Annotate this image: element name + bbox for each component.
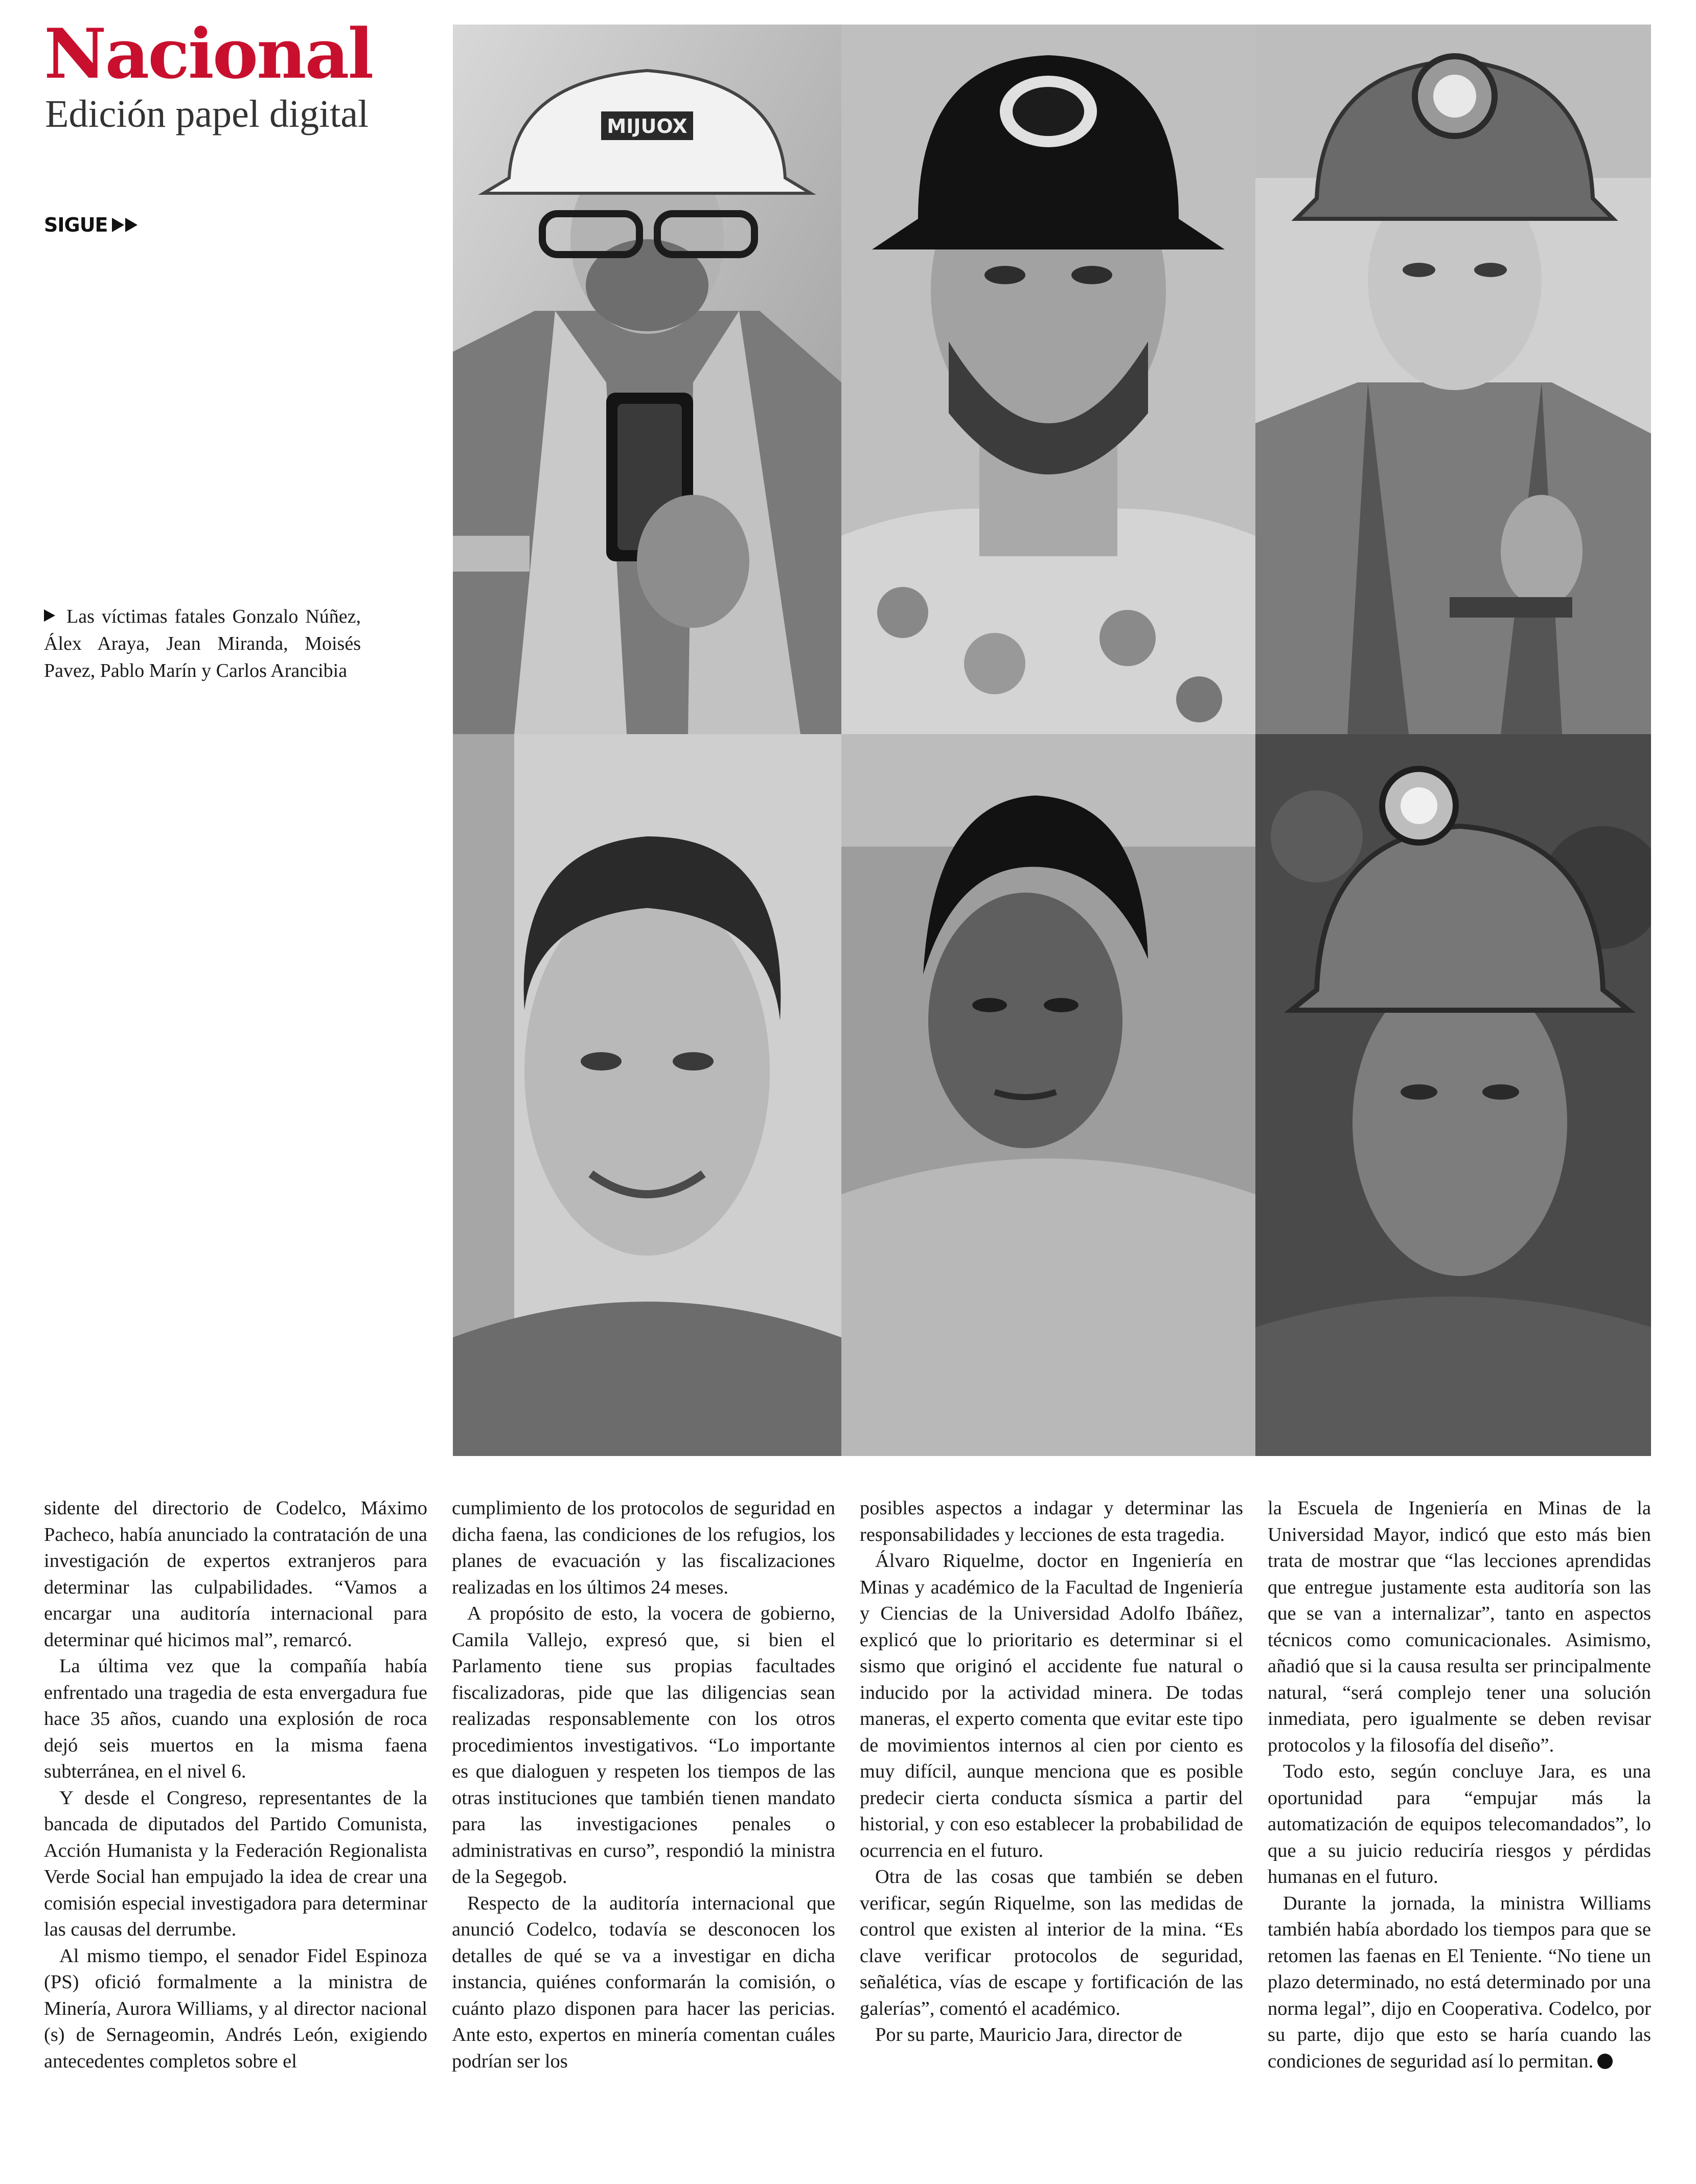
article-body	[44, 1495, 1652, 2175]
paragraph-text: Por su parte, Mauricio Jara, director de	[875, 2024, 1182, 2045]
victim-photo-2	[841, 25, 1255, 734]
article-paragraph	[452, 1495, 835, 1601]
article-paragraph	[452, 1891, 835, 2075]
victim-photo-4	[453, 734, 841, 1456]
section-subtitle: Edición papel digital	[45, 93, 369, 135]
paragraph-text: Durante la jornada, la ministra Williams también había abordado los tiempos para que se retomen las faenas en El Teniente. “No tiene un plazo determinado, no está determinado por una norma legal”, dijo en Cooperativa. Codelco, por su parte, dijo que esto se haría cuando las condiciones de seguridad así lo permitan.	[1268, 1892, 1651, 2072]
article-paragraph	[860, 1548, 1243, 1864]
paragraph-text: sidente del directorio de Codelco, Máximo Pacheco, había anunciado la contratación de una investigación de expertos extranjeros para determinar las culpabilidades. “Vamos a encargar una auditoría internacional para determinar qué hicimos mal”, remarcó.	[44, 1497, 427, 1651]
paragraph-text: Todo esto, según concluye Jara, es una oportunidad para “empujar más la automatización de equipos telecomandados”, lo que a su juicio reduciría riesgos y pérdidas humanas en el futuro.	[1268, 1761, 1651, 1887]
article-column-3	[860, 1495, 1243, 2175]
victim-photo-3	[1255, 25, 1651, 734]
paragraph-text: la Escuela de Ingeniería en Minas de la Universidad Mayor, indicó que esto más bien trata de mostrar que “las lecciones aprendidas que entregue justamente esta auditoría son las que se van a internalizar”, tanto en aspectos técnicos como comunicacionales. Asimismo, añadió que si la causa resulta ser principalmente natural, “será complejo tener una solución inmediata, pero igualmente se deben revisar protocolos y la filosofía del diseño”.	[1268, 1497, 1651, 1756]
article-column-2	[452, 1495, 835, 2175]
paragraph-text: cumplimiento de los protocolos de seguridad en dicha faena, las condiciones de los refugios, los planes de evacuación y las fiscalizaciones realizadas en los últimos 24 meses.	[452, 1497, 835, 1598]
article-paragraph	[860, 1864, 1243, 2022]
paragraph-text: A propósito de esto, la vocera de gobierno, Camila Vallejo, expresó que, si bien el Parlamento tiene sus propias facultades fiscalizadoras, pide que las diligencias sean realizadas responsablemente con los otros procedimientos investigativos. “Lo importante es que dialoguen y respeten los tiempos de las otras instituciones que también tienen mandato para las investigaciones penales o administrativas en curso”, respondió la ministra de la Segegob.	[452, 1603, 835, 1887]
sigue-label: SIGUE	[44, 214, 108, 236]
article-paragraph	[1268, 1495, 1651, 1759]
article-paragraph	[44, 1653, 427, 1785]
photo-caption	[44, 603, 361, 685]
paragraph-text: La última vez que la compañía había enfrentado una tragedia de esta envergadura fue hace 35 años, cuando una explosión de roca dejó seis muertos en la misma faena subterránea, en el nivel 6.	[44, 1655, 427, 1782]
paragraph-text: posibles aspectos a indagar y determinar las responsabilidades y lecciones de esta tragedia.	[860, 1497, 1243, 1545]
victim-photo-5	[841, 734, 1255, 1456]
article-paragraph	[1268, 1891, 1651, 2075]
double-arrow-icon	[112, 218, 137, 232]
paragraph-text: Y desde el Congreso, representantes de la bancada de diputados del Partido Comunista, Acción Humanista y la Federación Regionalista Verde Social han empujado la idea de crear una comisión especial investigadora para determinar las causas del derrumbe.	[44, 1787, 427, 1940]
article-paragraph	[860, 1495, 1243, 1548]
caption-text: Las víctimas fatales Gonzalo Núñez, Álex Araya, Jean Miranda, Moisés Pavez, Pablo Marín y Carlos Arancibia	[44, 606, 361, 681]
paragraph-text: Otra de las cosas que también se deben verificar, según Riquelme, son las medidas de control que existen al interior de la mina. “Es clave verificar protocolos de seguridad, señalética, vías de escape y fortificación de las galerías”, comentó el académico.	[860, 1866, 1243, 2019]
victims-photo-grid	[453, 25, 1651, 1456]
paragraph-text: Respecto de la auditoría internacional que anunció Codelco, todavía se desconocen los detalles de qué se va a investigar en dicha instancia, quiénes conformarán la comisión, o cuánto plazo disponen para hacer las pericias. Ante esto, expertos en minería comentan cuáles podrían ser los	[452, 1892, 835, 2072]
article-paragraph	[44, 1495, 427, 1653]
caption-arrow-icon	[44, 609, 55, 622]
sigue-link[interactable]	[44, 214, 137, 236]
article-paragraph	[860, 2022, 1243, 2049]
paragraph-text: Al mismo tiempo, el senador Fidel Espinoza (PS) ofició formalmente a la ministra de Minería, Aurora Williams, y al director nacional (s) de Sernageomin, Andrés León, exigiendo antecedentes completos sobre el	[44, 1945, 427, 2072]
article-paragraph	[1268, 1759, 1651, 1891]
article-column-4	[1268, 1495, 1651, 2175]
article-paragraph	[44, 1943, 427, 2075]
section-title: Nacional	[44, 13, 373, 94]
paragraph-text: Álvaro Riquelme, doctor en Ingeniería en Minas y académico de la Facultad de Ingeniería y Ciencias de la Universidad Adolfo Ibáñez, explicó que lo prioritario es determinar si el sismo que originó el accidente fue natural o inducido por la actividad minera. De todas maneras, el experto comenta que evitar este tipo de movimientos internos al cien por ciento es muy difícil, aunque menciona que es posible predecir cierta conducta sísmica a partir del historial, y con eso establecer la probabilidad de ocurrencia en el futuro.	[860, 1550, 1243, 1861]
victim-photo-1	[453, 25, 841, 734]
helmet-label: MIJUOX	[607, 115, 687, 138]
victim-photo-6	[1255, 734, 1651, 1456]
article-paragraph	[452, 1601, 835, 1891]
article-column-1	[44, 1495, 427, 2175]
article-paragraph	[44, 1785, 427, 1943]
end-of-article-icon	[1597, 2054, 1613, 2069]
